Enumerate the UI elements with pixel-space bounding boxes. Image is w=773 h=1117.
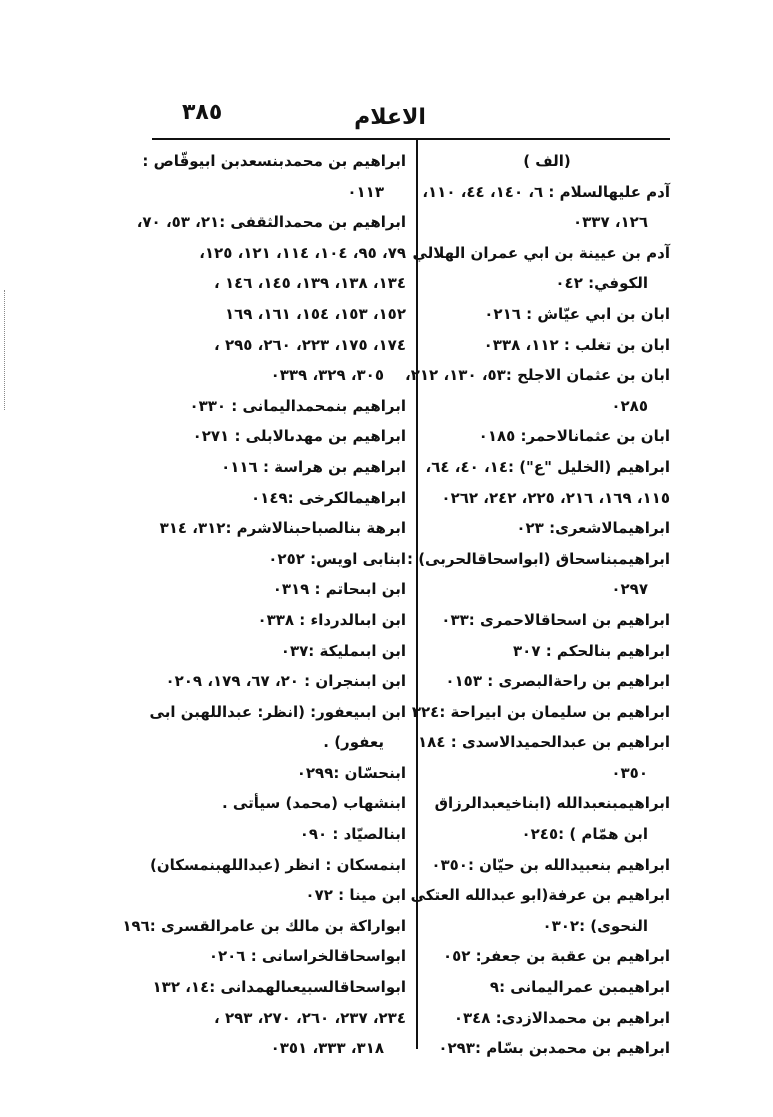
index-entry-line: آدم بن عيينة بن ابي عمران الهلالي [412, 243, 670, 262]
page-number: ٣٨٥ [182, 100, 223, 125]
index-entry-line: ١٧٤، ١٧٥، ٢٢٣، ٢٦٠، ٢٩٥ ، [214, 335, 406, 354]
header-rule [152, 138, 670, 140]
index-entry-line: ابراهيم بنمحمداليمانى : ٠٣٣٠ [189, 396, 406, 415]
index-entry-line: ابراهيم بنالحكم : ٣٠٧ [513, 641, 670, 660]
index-entry-line: ابان بن ابي عيّاش : ٠٢١٦ [484, 304, 670, 323]
index-entry-line: ابراهيم بن محمدالازدى: ٠٣٤٨ [453, 1008, 670, 1027]
index-entry-line: النحوى) :٠٣٠٢ [542, 916, 648, 935]
index-entry-line: ابواسحاقالخراسانى : ٠٢٠٦ [208, 947, 406, 966]
index-entry-line: ابرهة بنالصباحبنالاشرم :٣١٢، ٣١٤ [159, 519, 406, 538]
index-entry-line: ابراهيم بن عقبة بن جعفر: ٠٥٢ [442, 947, 670, 966]
index-entry-line: ابراهيم بن محمدالثقفى :٢١، ٥٣، ٧٠، [136, 213, 406, 232]
index-entry-line: ابنمسكان : انظر (عبداللهبنمسكان) [149, 855, 406, 874]
index-entry-line: ابن همّام ) :٠٢٤٥ [521, 825, 648, 844]
index-entry-line: ابراهيم بن سليمان بن ابيراحة :٣٢٤ [411, 702, 670, 721]
section-letter-heading: (الف ) [523, 152, 571, 170]
index-entry-line: ابنشهاب (محمد) سيأتى . [222, 794, 406, 813]
index-entry-line: ابان بن تغلب : ١١٢، ٠٣٣٨ [483, 335, 670, 354]
index-entry-line: ابواراكة بن مالك بن عامرالقسرى :١٩٦ [122, 916, 406, 935]
index-entry-line: ابن ابىالدرداء : ٠٣٣٨ [257, 610, 406, 629]
index-entry-line: ٢٣٤، ٢٣٧، ٢٦٠، ٢٧٠، ٢٩٣ ، [214, 1008, 406, 1027]
column-divider [416, 139, 418, 1049]
index-entry-line: ابراهيم بنعبيدالله بن حيّان :٠٣٥٠ [431, 855, 670, 874]
index-entry-line: ابراهيمبن عمراليمانى :٩ [489, 978, 670, 997]
index-entry-line: ابراهيم بن اسحاقالاحمرى :٠٣٣ [441, 610, 670, 629]
index-entry-line: ابان بن عثمانالاحمر: ٠١٨٥ [478, 427, 670, 446]
index-entry-line: ابن ابىنجران : ٢٠، ٦٧، ١٧٩، ٠٢٠٩ [165, 672, 406, 691]
index-entry-line: ابنالصيّاد : ٠٩٠ [299, 825, 406, 844]
index-entry-line: ابراهيمبناسحاق (ابواسحاقالحربى) : [406, 549, 670, 568]
index-entry-line: ابراهيمالاشعرى: ٠٢٣ [516, 519, 670, 538]
index-entry-line: ٠٣٥٠ [611, 763, 648, 782]
index-entry-line: يعفور) . [323, 733, 384, 752]
index-entry-line: ابراهيمبنعبدالله (ابناخيعبدالرزاق [434, 794, 670, 813]
index-column-right [405, 146, 670, 1064]
index-entry-line: ٠١١٣ [347, 182, 384, 201]
index-entry-line: ١٣٤، ١٣٨، ١٣٩، ١٤٥، ١٤٦ ، [214, 274, 406, 293]
index-entry-line: ابراهيم بن محمدبنسعدبن ابيوقّاص : [142, 152, 406, 170]
scan-edge-mark [4, 290, 15, 410]
index-entry-line: ١٢٦، ٠٣٣٧ [572, 213, 648, 232]
index-entry-line: ابراهيم بن محمدبن بسّام :٠٢٩٣ [438, 1039, 670, 1058]
index-entry-line: ٠٢٨٥ [611, 396, 648, 415]
index-entry-line: ابراهيم بن عبدالحميدالاسدى : ١٨٤ [418, 733, 670, 752]
index-entry-line: ابن ابىيعفور: (انظر: عبداللهبن ابى [149, 702, 406, 721]
index-entry-line: الكوفي: ٠٤٢ [555, 274, 648, 293]
index-entry-line: ابواسحاقالسبيعىالهمدانى :١٤، ١٣٢ [152, 978, 406, 997]
index-entry-line: ابراهيم بن عرفة(ابو عبدالله العتكى [410, 886, 670, 905]
index-column-left [122, 146, 406, 1064]
index-entry-line: ٣٠٥، ٣٢٩، ٠٣٣٩ [270, 366, 384, 385]
index-entry-line: ٣١٨، ٣٣٣، ٠٣٥١ [270, 1039, 384, 1058]
index-entry-line: ابان بن عثمان الاجلح :٥٣، ١٣٠، ٢١٢، [405, 366, 670, 385]
index-entry-line: ١٥٢، ١٥٣، ١٥٤، ١٦١، ١٦٩ [224, 304, 406, 323]
index-entry-line: ابراهيمالكرخى :٠١٤٩ [251, 488, 406, 507]
index-entry-line: ١١٥، ١٦٩، ٢١٦، ٢٢٥، ٢٤٢، ٠٢٦٢ [441, 488, 670, 507]
index-entry-line: ٠٢٩٧ [611, 580, 648, 599]
index-entry-line: آدم عليهالسلام : ٦، ١٤٠، ٤٤، ١١٠، [422, 182, 670, 201]
index-entry-line: ابراهيم بن راحةالبصرى : ٠١٥٣ [445, 672, 670, 691]
index-entry-line: ابراهيم (الخليل "ع") :١٤، ٤٠، ٦٤، [425, 457, 670, 476]
index-entry-line: ٧٩، ٩٥، ١٠٤، ١١٤، ١٢١، ١٢٥، [199, 243, 406, 262]
index-entry-line: ابراهيم بن هراسة : ٠١١٦ [221, 457, 406, 476]
running-title: الاعلام [354, 105, 426, 130]
index-entry-line: ابنابى اويس: ٠٢٥٢ [268, 549, 406, 568]
index-entry-line: ابن ابىمليكة :٠٣٧ [280, 641, 406, 660]
index-entry-line: ابن ابىحاتم : ٠٣١٩ [272, 580, 406, 599]
index-entry-line: ابراهيم بن مهدىالابلى : ٠٢٧١ [192, 427, 406, 446]
index-entry-line: ابنحسّان :٠٢٩٩ [296, 763, 406, 782]
index-entry-line: ابن مينا : ٠٧٢ [305, 886, 406, 905]
